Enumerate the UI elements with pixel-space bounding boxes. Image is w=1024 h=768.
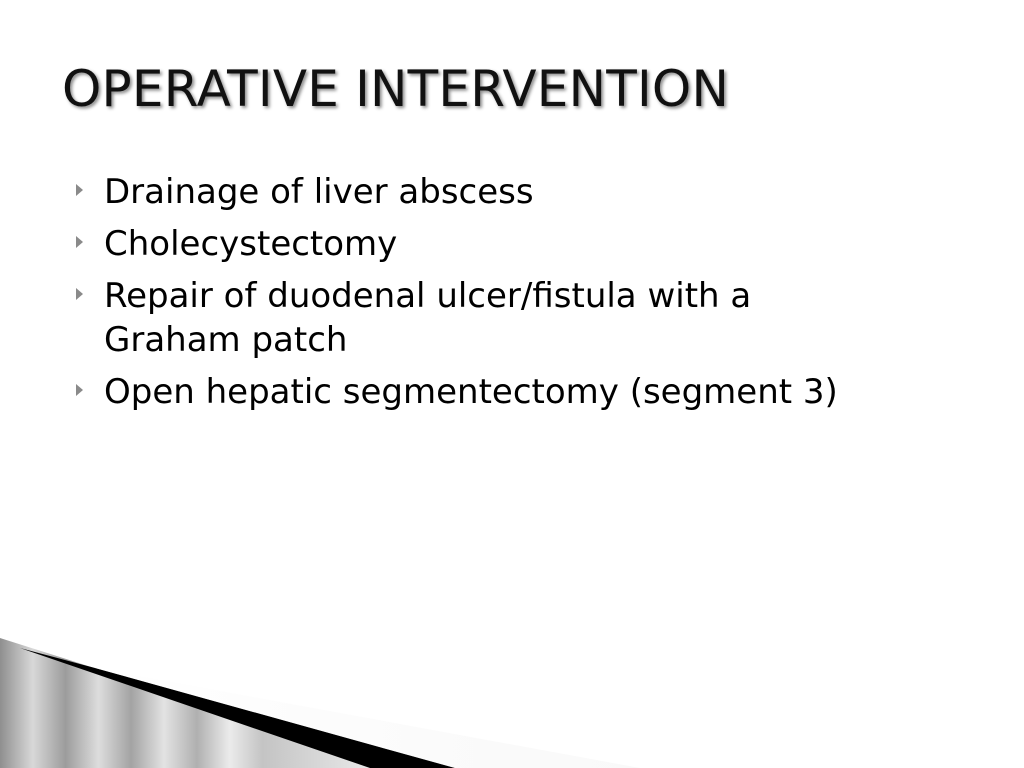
- slide-title: OPERATIVE INTERVENTION: [62, 60, 730, 118]
- list-item: [76, 222, 936, 266]
- triangle-bullet-icon: [76, 236, 83, 248]
- bullet-text: Repair of duodenal ulcer/fistula with a Graham patch: [104, 276, 752, 360]
- bullet-text: Cholecystectomy: [104, 224, 398, 264]
- list-item: [76, 274, 936, 362]
- decorative-wedge: [0, 638, 1024, 768]
- triangle-bullet-icon: [76, 288, 83, 300]
- bullet-text: Drainage of liver abscess: [104, 172, 534, 212]
- list-item: [76, 370, 936, 414]
- triangle-bullet-icon: [76, 384, 83, 396]
- bullet-text: Open hepatic segmentectomy (segment 3): [104, 372, 838, 412]
- triangle-bullet-icon: [76, 184, 83, 196]
- bullet-list: [76, 170, 936, 422]
- list-item: [76, 170, 936, 214]
